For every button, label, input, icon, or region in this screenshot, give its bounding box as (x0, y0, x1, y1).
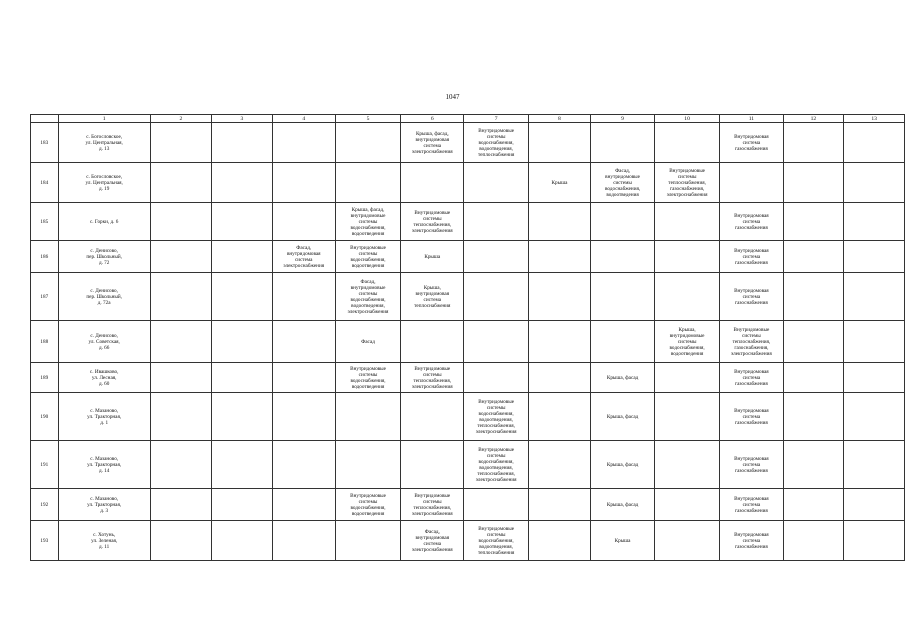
row-number-cell: 187 (31, 273, 59, 321)
work-type-cell (150, 241, 211, 273)
work-type-cell (844, 123, 905, 163)
row-number-cell: 185 (31, 203, 59, 241)
header-cell: 2 (150, 115, 211, 123)
work-type-cell: Внутридомовая система газоснабжения (720, 273, 783, 321)
work-type-cell (528, 321, 590, 363)
work-type-cell (212, 203, 272, 241)
work-type-cell: Крыша, фасад, внутридомовая система электроснабжения (401, 123, 464, 163)
work-type-cell (783, 521, 844, 561)
work-type-cell: Внутридомовая система газоснабжения (720, 123, 783, 163)
work-type-cell (783, 321, 844, 363)
work-type-cell: Крыша, фасад (591, 363, 655, 393)
work-type-cell (272, 489, 335, 521)
work-type-cell (528, 203, 590, 241)
work-type-cell: Внутридомовая система газоснабжения (720, 521, 783, 561)
work-type-cell (150, 321, 211, 363)
work-type-cell (591, 321, 655, 363)
work-type-cell (212, 363, 272, 393)
work-type-cell (655, 241, 720, 273)
work-type-cell (528, 123, 590, 163)
table-row (31, 521, 905, 561)
header-cell: 10 (655, 115, 720, 123)
work-type-cell: Фасад, внутридомовые системы водоснабжения, водоотведения, электроснабжения (335, 273, 400, 321)
row-number-cell: 191 (31, 441, 59, 489)
work-type-cell (844, 321, 905, 363)
work-type-cell (783, 363, 844, 393)
work-type-cell: Внутридомовые системы водоснабжения, водоотведения, теплоснабжения (464, 123, 528, 163)
work-type-cell (844, 521, 905, 561)
work-type-cell (150, 489, 211, 521)
work-type-cell: Крыша, фасад, внутридомовые системы водоснабжения, водоотведения (335, 203, 400, 241)
table-row (31, 163, 905, 203)
work-type-cell (150, 521, 211, 561)
work-type-cell: Фасад (335, 321, 400, 363)
work-type-cell (591, 273, 655, 321)
work-type-cell (272, 273, 335, 321)
work-type-cell (528, 489, 590, 521)
work-type-cell (212, 273, 272, 321)
address-cell: с. Горки, д. 6 (58, 203, 150, 241)
row-number-cell: 193 (31, 521, 59, 561)
page-number: 1047 (445, 93, 460, 101)
work-type-cell (272, 393, 335, 441)
table-row (31, 441, 905, 489)
work-type-cell: Внутридомовая система газоснабжения (720, 241, 783, 273)
work-type-cell (655, 273, 720, 321)
address-cell: с. Богословское, ул. Центральная, д. 19 (58, 163, 150, 203)
work-type-cell (272, 203, 335, 241)
work-type-cell (212, 163, 272, 203)
work-type-cell (528, 441, 590, 489)
work-type-cell (783, 393, 844, 441)
table-row (31, 489, 905, 521)
work-type-cell (272, 521, 335, 561)
work-type-cell: Внутридомовая система газоснабжения (720, 363, 783, 393)
work-type-cell: Внутридомовая система газоснабжения (720, 489, 783, 521)
header-cell: 12 (783, 115, 844, 123)
work-type-cell (464, 163, 528, 203)
work-type-cell (591, 241, 655, 273)
work-type-cell (401, 321, 464, 363)
work-type-cell (844, 393, 905, 441)
work-type-cell (783, 441, 844, 489)
table-row (31, 273, 905, 321)
work-type-cell (212, 489, 272, 521)
work-type-cell (844, 363, 905, 393)
address-cell: с. Богословское, ул. Центральная, д. 13 (58, 123, 150, 163)
work-type-cell (655, 363, 720, 393)
header-cell: 11 (720, 115, 783, 123)
work-type-cell (464, 273, 528, 321)
work-type-cell (464, 489, 528, 521)
work-type-cell (212, 521, 272, 561)
work-type-cell (212, 241, 272, 273)
work-type-cell (528, 521, 590, 561)
work-type-cell: Внутридомовые системы водоснабжения, водоотведения, теплоснабжения, электроснабжения (464, 441, 528, 489)
work-type-cell (150, 363, 211, 393)
work-type-cell: Крыша, внутридомовые системы водоснабжения, водоотведения (655, 321, 720, 363)
header-cell: 8 (528, 115, 590, 123)
address-cell: с. Денисово, пер. Школьный, д. 72а (58, 273, 150, 321)
work-type-cell: Крыша (591, 521, 655, 561)
work-type-cell: Внутридомовые системы водоснабжения, водоотведения (335, 489, 400, 521)
work-type-cell: Внутридомовые системы теплоснабжения, электроснабжения (401, 489, 464, 521)
work-type-cell (335, 393, 400, 441)
repair-works-table (30, 114, 905, 561)
work-type-cell: Внутридомовые системы теплоснабжения, электроснабжения (401, 363, 464, 393)
work-type-cell: Фасад, внутридомовая система электроснабжения (272, 241, 335, 273)
address-cell: с. Денисово, пер. Школьный, д. 72 (58, 241, 150, 273)
work-type-cell: Крыша (401, 241, 464, 273)
work-type-cell: Внутридомовая система газоснабжения (720, 203, 783, 241)
work-type-cell (464, 321, 528, 363)
work-type-cell (783, 273, 844, 321)
header-cell: 7 (464, 115, 528, 123)
work-type-cell (212, 441, 272, 489)
work-type-cell (591, 123, 655, 163)
work-type-cell: Внутридомовая система газоснабжения (720, 441, 783, 489)
work-type-cell (528, 363, 590, 393)
work-type-cell: Внутридомовые системы водоснабжения, водоотведения, теплоснабжения (464, 521, 528, 561)
work-type-cell (528, 273, 590, 321)
work-type-cell (783, 123, 844, 163)
row-number-cell: 186 (31, 241, 59, 273)
work-type-cell (783, 163, 844, 203)
row-number-cell: 190 (31, 393, 59, 441)
work-type-cell (464, 363, 528, 393)
work-type-cell: Фасад, внутридомовые системы водоснабжения, водоотведения (591, 163, 655, 203)
header-cell (31, 115, 59, 123)
header-cell: 6 (401, 115, 464, 123)
work-type-cell (272, 363, 335, 393)
work-type-cell (783, 203, 844, 241)
work-type-cell (844, 441, 905, 489)
row-number-cell: 183 (31, 123, 59, 163)
address-cell: с. Мазаново, ул. Тракторная, д. 3 (58, 489, 150, 521)
work-type-cell (272, 163, 335, 203)
work-type-cell (655, 203, 720, 241)
table-body (31, 123, 905, 561)
work-type-cell (844, 203, 905, 241)
work-type-cell: Внутридомовая система газоснабжения (720, 393, 783, 441)
work-type-cell (655, 123, 720, 163)
work-type-cell: Внутридомовые системы теплоснабжения, газоснабжения, электроснабжения (720, 321, 783, 363)
work-type-cell (335, 441, 400, 489)
work-type-cell: Крыша (528, 163, 590, 203)
table-row (31, 241, 905, 273)
header-cell: 1 (58, 115, 150, 123)
table-header-row (31, 115, 905, 123)
work-type-cell (150, 441, 211, 489)
work-type-cell (783, 489, 844, 521)
work-type-cell (528, 393, 590, 441)
header-cell: 13 (844, 115, 905, 123)
address-cell: с. Ивашково, ул. Лесная, д. 60 (58, 363, 150, 393)
work-type-cell: Крыша, внутридомовая система теплоснабжения (401, 273, 464, 321)
work-type-cell (150, 273, 211, 321)
work-type-cell (464, 241, 528, 273)
address-cell: с. Мазаново, ул. Тракторная, д. 14 (58, 441, 150, 489)
header-cell: 9 (591, 115, 655, 123)
table-row (31, 321, 905, 363)
work-type-cell (844, 273, 905, 321)
work-type-cell: Внутридомовые системы водоснабжения, водоотведения, теплоснабжения, электроснабжения (464, 393, 528, 441)
header-cell: 4 (272, 115, 335, 123)
work-type-cell (464, 203, 528, 241)
address-cell: с. Денисово, ул. Советская, д. 66 (58, 321, 150, 363)
work-type-cell (720, 163, 783, 203)
work-type-cell: Внутридомовые системы водоснабжения, водоотведения (335, 363, 400, 393)
work-type-cell (150, 393, 211, 441)
work-type-cell (335, 123, 400, 163)
work-type-cell (401, 441, 464, 489)
work-type-cell (844, 241, 905, 273)
work-type-cell (335, 163, 400, 203)
work-type-cell: Крыша, фасад (591, 441, 655, 489)
header-cell: 5 (335, 115, 400, 123)
work-type-cell: Фасад, внутридомовая система электроснабжения (401, 521, 464, 561)
work-type-cell (655, 521, 720, 561)
work-type-cell (150, 203, 211, 241)
work-type-cell: Крыша, фасад (591, 489, 655, 521)
work-type-cell (591, 203, 655, 241)
table-row (31, 123, 905, 163)
work-type-cell (401, 163, 464, 203)
table-row (31, 203, 905, 241)
work-type-cell (272, 441, 335, 489)
row-number-cell: 184 (31, 163, 59, 203)
table-row (31, 363, 905, 393)
work-type-cell (212, 321, 272, 363)
work-type-cell (655, 489, 720, 521)
work-type-cell (272, 123, 335, 163)
work-type-cell (783, 241, 844, 273)
work-type-cell (272, 321, 335, 363)
address-cell: с. Мазаново, ул. Тракторная, д. 1 (58, 393, 150, 441)
work-type-cell (655, 441, 720, 489)
address-cell: с. Хотунь, ул. Зеленая, д. 11 (58, 521, 150, 561)
work-type-cell (335, 521, 400, 561)
work-type-cell (150, 163, 211, 203)
work-type-cell (655, 393, 720, 441)
work-type-cell: Внутридомовые системы теплоснабжения, электроснабжения (401, 203, 464, 241)
header-cell: 3 (212, 115, 272, 123)
work-type-cell (150, 123, 211, 163)
work-type-cell (528, 241, 590, 273)
work-type-cell: Крыша, фасад (591, 393, 655, 441)
work-type-cell (212, 393, 272, 441)
work-type-cell: Внутридомовые системы водоснабжения, водоотведения (335, 241, 400, 273)
work-type-cell (844, 489, 905, 521)
row-number-cell: 189 (31, 363, 59, 393)
row-number-cell: 188 (31, 321, 59, 363)
work-type-cell (212, 123, 272, 163)
row-number-cell: 192 (31, 489, 59, 521)
work-type-cell (844, 163, 905, 203)
work-type-cell (401, 393, 464, 441)
work-type-cell: Внутридомовые системы теплоснабжения, газоснабжения, электроснабжения (655, 163, 720, 203)
table-row (31, 393, 905, 441)
